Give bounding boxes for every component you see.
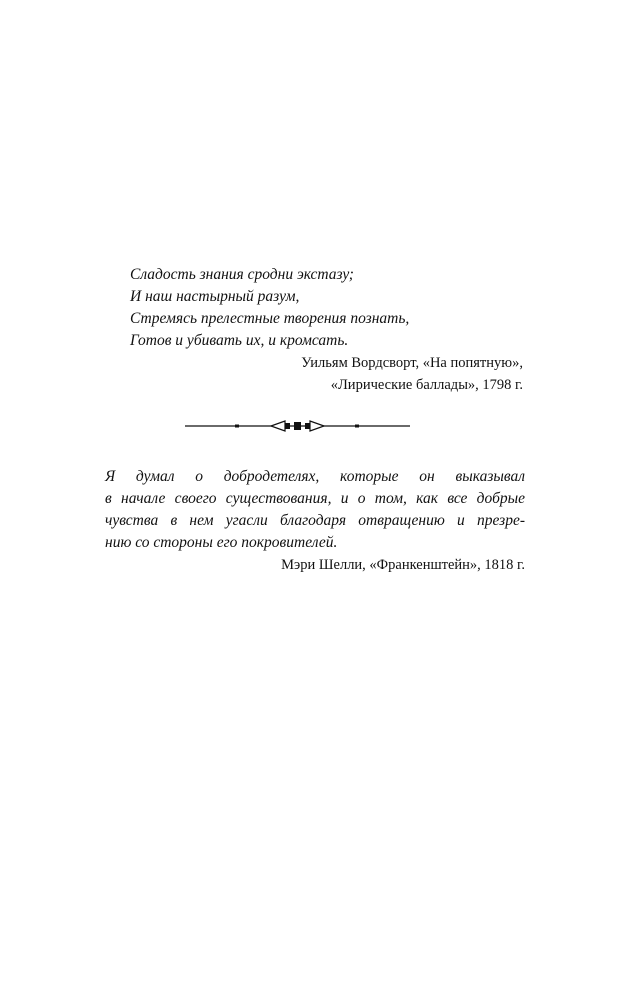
- prose-line: нию со стороны его покровителей.: [105, 534, 338, 551]
- poem-line: И наш настырный разум,: [130, 288, 300, 305]
- prose-epigraph: [105, 466, 525, 576]
- poem-line: Готов и убивать их, и кромсать.: [130, 332, 349, 349]
- poem-epigraph: [130, 264, 530, 396]
- ornamental-divider-icon: [185, 417, 410, 435]
- prose-attribution: Мэри Шелли, «Франкенштейн», 1818 г.: [281, 557, 525, 573]
- poem-line: Стремясь прелестные творения познать,: [130, 310, 410, 327]
- poem-attribution-author: Уильям Вордсворт, «На попятную»,: [301, 355, 523, 371]
- prose-line: в начале своего существования, и о том, как все добрые: [105, 490, 525, 507]
- poem-line: Сладость знания сродни экстазу;: [130, 266, 354, 283]
- prose-line: чувства в нем угасли благодаря отвращению и презре-: [105, 512, 525, 529]
- prose-line: Я думал о добродетелях, которые он выказывал: [105, 468, 525, 485]
- poem-attribution-source: «Лирические баллады», 1798 г.: [330, 377, 523, 393]
